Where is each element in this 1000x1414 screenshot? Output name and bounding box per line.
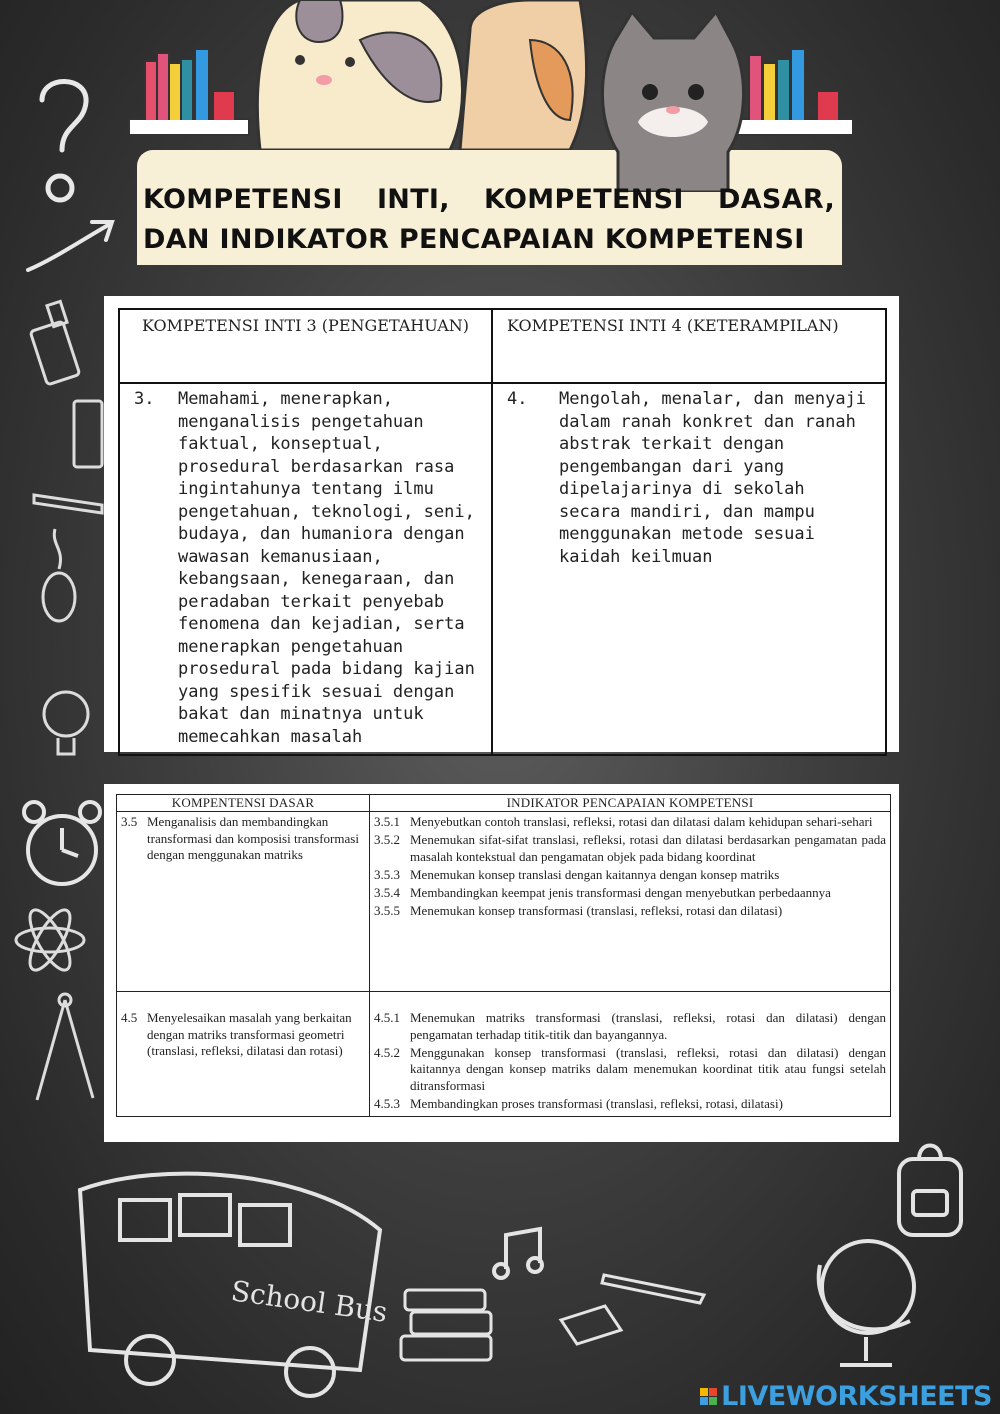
alarm-clock-doodle-icon bbox=[12, 790, 112, 900]
book-teal-icon bbox=[180, 58, 194, 120]
ki3-header: KOMPETENSI INTI 3 (PENGETAHUAN) bbox=[119, 309, 492, 383]
indicator-cell bbox=[370, 992, 891, 1117]
title-line-2: DAN INDIKATOR PENCAPAIAN KOMPETENSI bbox=[143, 224, 805, 255]
kd-number: 3.5 bbox=[121, 814, 138, 829]
mouse-doodle-icon bbox=[35, 525, 85, 625]
liveworksheets-logo-icon bbox=[700, 1388, 717, 1405]
indicator-number: 3.5.4 bbox=[374, 884, 400, 900]
table-row bbox=[117, 812, 891, 992]
question-mark-doodle-icon bbox=[28, 70, 98, 210]
list-item bbox=[374, 903, 886, 920]
list-item bbox=[374, 1045, 886, 1095]
ki4-number: 4. bbox=[507, 389, 528, 409]
indicator-text: Membandingkan keempat jenis transformasi dengan menyebutkan perbedaannya bbox=[410, 884, 831, 900]
arrow-doodle-icon bbox=[22, 210, 122, 280]
atom-doodle-icon bbox=[10, 900, 90, 980]
pencil-2-doodle-icon bbox=[600, 1265, 720, 1305]
ki4-cell bbox=[492, 383, 886, 755]
indicator-number: 3.5.3 bbox=[374, 866, 400, 882]
cream-cat-icon bbox=[240, 0, 470, 154]
indicator-number: 3.5.1 bbox=[374, 814, 400, 829]
ipk-header: INDIKATOR PENCAPAIAN KOMPETENSI bbox=[370, 795, 891, 812]
indicator-number: 4.5.2 bbox=[374, 1044, 400, 1060]
book-red3-icon bbox=[816, 90, 840, 120]
list-item bbox=[374, 885, 886, 902]
globe-doodle-icon bbox=[800, 1225, 930, 1375]
left-shelf bbox=[128, 118, 250, 136]
kompetensi-dasar-table bbox=[116, 794, 891, 1117]
indicator-number: 4.5.3 bbox=[374, 1095, 400, 1111]
list-item bbox=[374, 1010, 886, 1043]
book-pink2-icon bbox=[748, 54, 763, 120]
ki4-header: KOMPETENSI INTI 4 (KETERAMPILAN) bbox=[492, 309, 886, 383]
book-blue2-icon bbox=[790, 48, 806, 120]
book-blue-icon bbox=[194, 48, 210, 120]
right-shelf bbox=[733, 118, 854, 136]
indicator-text: Membandingkan proses transformasi (translasi, refleksi, rotasi, dilatasi) bbox=[410, 1095, 783, 1111]
book-stack-doodle-icon bbox=[395, 1280, 505, 1370]
ki3-text: Memahami, menerapkan, menganalisis pengetahuan faktual, konseptual, prosedural berdasarkan rasa ingintahunya tentang ilmu pengetahuan, teknologi, seni, budaya, dan humaniora dengan wawasan kemanusiaan, kebangsaan, kenegaraan, dan peradaban terkait penyebab fenomena dan kejadian, serta menerapkan pengetahuan prosedural pada bidang kajian yang spesifik sesuai dengan bakat dan minatnya untuk memecahkan masalah bbox=[178, 389, 475, 747]
indicator-text: Menemukan konsep transformasi (translasi, refleksi, rotasi dan dilatasi) bbox=[410, 902, 783, 918]
glue-bottle-doodle-icon bbox=[20, 295, 100, 395]
kompetensi-inti-panel bbox=[104, 296, 899, 752]
indicator-text: Menemukan sifat-sifat translasi, refleksi, rotasi dan dilatasi berdasarkan pengamatan pada masalah kontekstual dan pengamatan objek pada bidang koordinat bbox=[410, 832, 886, 864]
brand-name: LIVEWORKSHEETS bbox=[721, 1381, 992, 1412]
list-item bbox=[374, 832, 886, 865]
indicator-text: Menemukan matriks transformasi (translasi, refleksi, rotasi dan dilatasi) dengan pengamatan terhadap titik-titik dan bayangannya. bbox=[410, 1010, 886, 1042]
bus-doodle-icon bbox=[60, 1150, 400, 1400]
list-item bbox=[374, 867, 886, 884]
ki3-number: 3. bbox=[134, 389, 155, 409]
gray-cat-icon bbox=[598, 12, 748, 196]
kd-cell bbox=[117, 812, 370, 992]
book-red2-icon bbox=[212, 90, 236, 120]
list-item bbox=[374, 1096, 886, 1113]
ki4-text: Mengolah, menalar, dan menyaji dalam ranah konkret dan ranah abstrak terkait dengan pengembangan dari yang dipelajarinya di sekolah secara mandiri, dan mampu menggunakan metode sesuai kaidah keilmuan bbox=[559, 389, 867, 567]
indicator-number: 3.5.5 bbox=[374, 902, 400, 918]
bus-sign: School Bus bbox=[229, 1274, 390, 1329]
orange-cat-icon bbox=[440, 0, 600, 154]
lightbulb-doodle-icon bbox=[28, 680, 103, 765]
kd-header: KOMPENTENSI DASAR bbox=[117, 795, 370, 812]
liveworksheets-logo[interactable] bbox=[700, 1381, 992, 1412]
indicator-text: Menyebutkan contoh translasi, refleksi, rotasi dan dilatasi dalam kehidupan sehari-sehari bbox=[410, 814, 873, 829]
table-row bbox=[117, 992, 891, 1117]
page-title bbox=[143, 180, 835, 260]
kompetensi-dasar-panel bbox=[104, 784, 899, 1142]
pencil-doodle-icon bbox=[30, 475, 110, 525]
ki3-cell bbox=[119, 383, 492, 755]
kd-text: Menyelesaikan masalah yang berkaitan dengan matriks transformasi geometri (translasi, refleksi, dilatasi dan rotasi) bbox=[147, 1010, 352, 1058]
indicator-cell bbox=[370, 812, 891, 992]
kd-text: Menganalisis dan membandingkan transformasi dan komposisi transformasi dengan menggunakan matriks bbox=[147, 814, 359, 862]
indicator-text: Menggunakan konsep transformasi (translasi, refleksi, rotasi dan dilatasi) dengan kaitannya dengan konsep matriks dalam menemukan koordinat titik atau fungsi setelah ditransformasi bbox=[410, 1044, 886, 1093]
music-note-doodle-icon bbox=[490, 1225, 550, 1285]
indicator-number: 3.5.2 bbox=[374, 832, 400, 847]
kd-number: 4.5 bbox=[121, 1010, 138, 1025]
indicator-number: 4.5.1 bbox=[374, 1010, 400, 1025]
book-yellow2-icon bbox=[762, 62, 777, 120]
title-line-1: KOMPETENSI INTI, KOMPETENSI DASAR, bbox=[143, 184, 835, 215]
compass-doodle-icon bbox=[25, 990, 105, 1110]
book-2-doodle-icon bbox=[555, 1300, 625, 1350]
kompetensi-inti-table bbox=[118, 308, 887, 756]
book-teal2-icon bbox=[776, 58, 791, 120]
indicator-text: Menemukan konsep translasi dengan kaitannya dengan konsep matriks bbox=[410, 866, 780, 882]
kd-cell bbox=[117, 992, 370, 1117]
list-item bbox=[374, 814, 886, 831]
